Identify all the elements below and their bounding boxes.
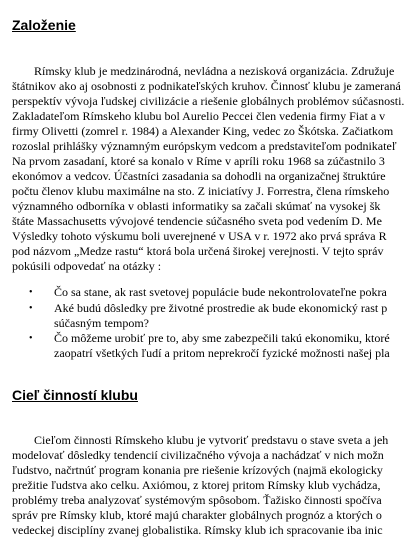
paragraph-line: Na prvom zasadaní, ktoré sa konalo v Ríme v apríli roku 1968 sa zúčastnilo 3 [12,154,385,168]
paragraph-line: pod názvom „Medze rastu“ ktorá bola určená širokej verejnosti. V tejto správ [12,244,384,258]
paragraph-line: rozoslal prihlášky významným európskym vedcom a predstaviteľom podnikateľ [12,139,397,153]
list-item-text: zaopatrí všetkých ľudí a pritom neprekročí fyzické možnosti našej pla [54,346,390,360]
paragraph-line: problémy treba analyzovať systémovým spôsobom. Ťažisko činnosti spočíva [12,493,382,507]
paragraph-line: počtu členov klubu maximálne na sto. Z iniciatívy J. Forrestra, člena rímskeho [12,184,390,198]
list-item-text: Aké budú dôsledky pre životné prostredie ak bude ekonomický rast p [54,301,388,315]
bullet-icon: • [29,333,33,344]
paragraph-line: pokúsili odpovedať na otázky : [12,259,162,273]
paragraph-line: modelovať dôsledky tendencií civilizačného vývoja a nachádzať v nich možn [12,448,384,462]
list-item-text: Čo môžeme urobiť pre to, aby sme zabezpečili takú ekonomiku, ktoré [54,331,390,345]
paragraph-line: štáte Massachusetts vývojové tendencie súčasného sveta pod vedením D. Me [12,214,382,228]
paragraph-line: významného odborníka v oblasti informatiky sa začali skúmať na vysokej šk [12,199,381,213]
paragraph-line: vedeckej disciplíny zvanej globalistika. Rímsky klub ich spracovanie iba inic [12,523,383,537]
section-heading-zalozenie: Založenie [12,17,76,33]
section-heading-ciel: Cieľ činností klubu [12,387,138,403]
bullet-icon: • [29,303,33,314]
paragraph-line: Zakladateľom Rímskeho klubu bol Aurelio Peccei člen vedenia firmy Fiat a v [12,109,386,123]
list-item-text: Čo sa stane, ak rast svetovej populácie bude nekontrolovateľne pokra [54,285,387,299]
list-item-text: súčasným tempom? [54,316,149,330]
paragraph-line: správ pre Rímsky klub, ktoré majú charakter globálnych prognóz a ktorých o [12,508,382,522]
paragraph-line: prežitie ľudstva ako celku. Axiómou, z ktorej pritom Rímsky klub vychádza, [12,478,381,492]
paragraph-line: Cieľom činnosti Rímskeho klubu je vytvoriť predstavu o stave sveta a jeh [34,433,389,447]
bullet-icon: • [29,287,33,298]
paragraph-line: firmy Olivetti (zomrel r. 1984) a Alexander King, vedec zo Škótska. Začiatkom [12,124,394,138]
paragraph-line: ľudstvo, načrtnúť program konania pre riešenie krízových (najmä ekologicky [12,463,383,477]
paragraph-line: štátnikov ako aj osobnosti z podnikateľských kruhov. Činnosť klubu je zameraná [12,79,401,93]
paragraph-line: Rímsky klub je medzinárodná, nevládna a nezisková organizácia. Združuje [34,64,395,78]
paragraph-line: perspektív vývoja ľudskej civilizácie a riešenie globálnych problémov súčasnosti. [12,94,405,108]
paragraph-line: Výsledky tohoto výskumu boli uverejnené v USA v r. 1972 ako prvá správa R [12,229,387,243]
paragraph-line: ekonómov a vedcov. Účastníci zasadania sa dohodli na organizačnej štruktúre [12,169,386,183]
